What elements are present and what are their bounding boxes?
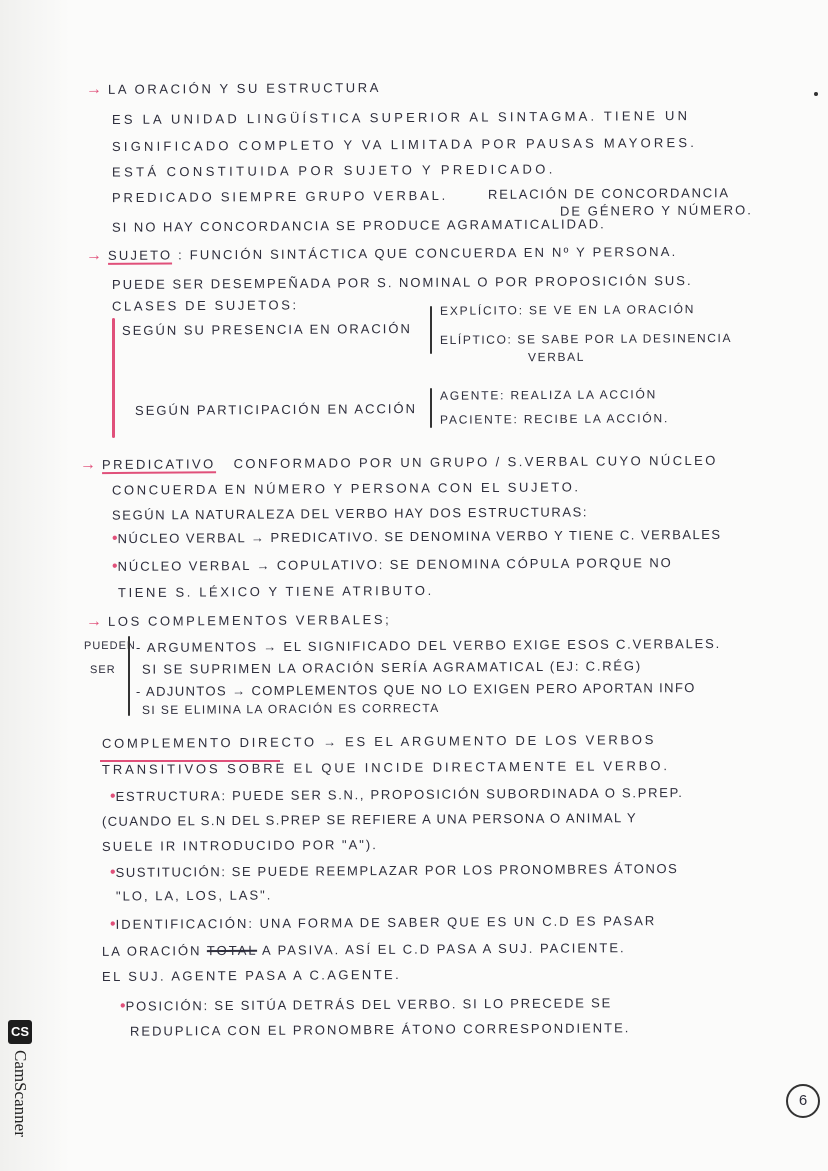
section-heading-oracion	[86, 79, 381, 99]
text-line: ES LA UNIDAD LINGÜÍSTICA SUPERIOR AL SINTAGMA. TIENE UN	[111, 107, 691, 128]
heading-text: PREDICATIVO	[101, 456, 216, 473]
text: A PASIVA. ASÍ EL C.D PASA A SUJ. PACIENTE.	[261, 940, 626, 958]
text: SUSTITUCIÓN: SE PUEDE REEMPLAZAR POR LOS PRONOMBRES ÁTONOS	[115, 861, 679, 880]
section-heading-sujeto	[86, 243, 677, 265]
camscanner-watermark	[8, 1020, 34, 1150]
group-item: VERBAL	[527, 349, 586, 365]
brace-right	[430, 388, 432, 428]
bullet-icon: •	[111, 530, 118, 548]
side-label: SER	[89, 663, 116, 677]
classes-label: CLASES DE SUJETOS:	[111, 297, 299, 314]
bullet-line	[110, 912, 656, 934]
text: IDENTIFICACIÓN: UNA FORMA DE SABER QUE ES UN C.D ES PASAR	[115, 913, 657, 932]
bullet-icon: •	[109, 787, 116, 806]
text: ESTRUCTURA: PUEDE SER S.N., PROPOSICIÓN SUBORDINADA O S.PREP.	[115, 784, 684, 804]
bullet-icon: •	[119, 997, 126, 1015]
text-line: SUELE IR INTRODUCIDO POR "A").	[101, 837, 378, 854]
text: LA ORACIÓN	[101, 943, 202, 959]
heading-text: LA ORACIÓN Y SU ESTRUCTURA	[107, 79, 382, 97]
heading-rest: CONFORMADO POR UN GRUPO / S.VERBAL CUYO NÚCLEO	[233, 452, 718, 472]
heading-text: LOS COMPLEMENTOS VERBALES;	[107, 611, 392, 629]
text: POSICIÓN: SE SITÚA DETRÁS DEL VERBO. SI LO PRECEDE SE	[125, 995, 613, 1014]
page-number: 6	[786, 1084, 820, 1118]
text-line: "LO, LA, LOS, LAS".	[115, 887, 273, 904]
heading-rest: → ES EL ARGUMENTO DE LOS VERBOS	[323, 732, 657, 750]
side-label: PUEDEN	[83, 639, 136, 653]
text-line: (CUANDO EL S.N DEL S.PREP SE REFIERE A UNA PERSONA O ANIMAL Y	[101, 810, 638, 829]
text-line: TIENE S. LÉXICO Y TIENE ATRIBUTO.	[117, 582, 434, 601]
text-line: - ADJUNTOS → COMPLEMENTOS QUE NO LO EXIGEN PERO APORTAN INFO	[135, 680, 696, 699]
text-line: PREDICADO SIEMPRE GRUPO VERBAL.	[111, 187, 449, 206]
text-line: SEGÚN LA NATURALEZA DEL VERBO HAY DOS ESTRUCTURAS:	[111, 504, 589, 523]
bullet-icon: •	[109, 915, 116, 933]
arrow-icon: →	[79, 456, 97, 474]
heading-rest: : FUNCIÓN SINTÁCTICA QUE CONCUERDA EN Nº Y PERSONA.	[178, 243, 678, 263]
text-line: CONCUERDA EN NÚMERO Y PERSONA CON EL SUJETO.	[111, 479, 581, 498]
bullet-icon: •	[111, 557, 118, 575]
brace-left	[112, 318, 115, 438]
arrow-icon: →	[85, 246, 103, 265]
bullet-icon: •	[109, 863, 116, 881]
struck-word: TOTAL	[206, 942, 258, 959]
text-line: SI SE ELIMINA LA ORACIÓN ES CORRECTA	[141, 700, 440, 718]
text-line: PUEDE SER DESEMPEÑADA POR S. NOMINAL O POR PROPOSICIÓN SUS.	[111, 272, 693, 293]
heading-text: SUJETO	[107, 247, 173, 263]
camscanner-logo-icon: CS	[8, 1020, 32, 1044]
text-line: REDUPLICA CON EL PRONOMBRE ÁTONO CORRESPONDIENTE.	[129, 1020, 631, 1039]
group-item: ELÍPTICO: SE SABE POR LA DESINENCIA	[439, 330, 733, 348]
text-line: SI NO HAY CONCORDANCIA SE PRODUCE AGRAMATICALIDAD.	[111, 216, 606, 235]
group-label: SEGÚN SU PRESENCIA EN ORACIÓN	[121, 320, 412, 339]
group-item: AGENTE: REALIZA LA ACCIÓN	[439, 387, 658, 403]
bullet-line	[110, 784, 684, 806]
camscanner-label: CamScanner	[11, 1050, 30, 1137]
group-label: SEGÚN PARTICIPACIÓN EN ACCIÓN	[134, 401, 417, 418]
arrow-icon: →	[85, 612, 103, 631]
bullet-line	[120, 994, 612, 1015]
brace	[128, 636, 130, 716]
heading-text: COMPLEMENTO DIRECTO	[101, 734, 317, 751]
text: NÚCLEO VERBAL → COPULATIVO: SE DENOMINA CÓPULA PORQUE NO	[117, 555, 673, 574]
section-heading-complementos	[86, 611, 391, 631]
page-shadow	[0, 0, 70, 1171]
text-line: ESTÁ CONSTITUIDA POR SUJETO Y PREDICADO.	[111, 161, 556, 180]
margin-dot	[814, 92, 818, 96]
text: NÚCLEO VERBAL → PREDICATIVO. SE DENOMINA VERBO Y TIENE C. VERBALES	[117, 526, 722, 547]
text-line: RELACIÓN DE CONCORDANCIA	[487, 185, 730, 202]
text-line: TRANSITIVOS SOBRE EL QUE INCIDE DIRECTAMENTE EL VERBO.	[101, 758, 670, 777]
group-item: EXPLÍCITO: SE VE EN LA ORACIÓN	[439, 302, 696, 318]
text-line: - ARGUMENTOS → EL SIGNIFICADO DEL VERBO EXIGE ESOS C.VERBALES.	[135, 635, 722, 656]
bullet-line	[112, 554, 673, 576]
text-line: SIGNIFICADO COMPLETO Y VA LIMITADA POR PAUSAS MAYORES.	[111, 134, 698, 155]
group-item: PACIENTE: RECIBE LA ACCIÓN.	[439, 411, 670, 427]
section-heading-cd	[102, 732, 656, 751]
text-line: EL SUJ. AGENTE PASA A C.AGENTE.	[101, 966, 402, 985]
arrow-icon: →	[85, 80, 103, 99]
bullet-line	[112, 526, 722, 548]
text-line: SI SE SUPRIMEN LA ORACIÓN SERÍA AGRAMATICAL (EJ: C.RÉG)	[141, 658, 642, 677]
text-line	[102, 940, 626, 959]
text-line: DE GÉNERO Y NÚMERO.	[559, 202, 753, 219]
section-heading-predicativo	[80, 452, 718, 474]
brace-right	[430, 306, 432, 354]
bullet-line	[110, 860, 679, 882]
